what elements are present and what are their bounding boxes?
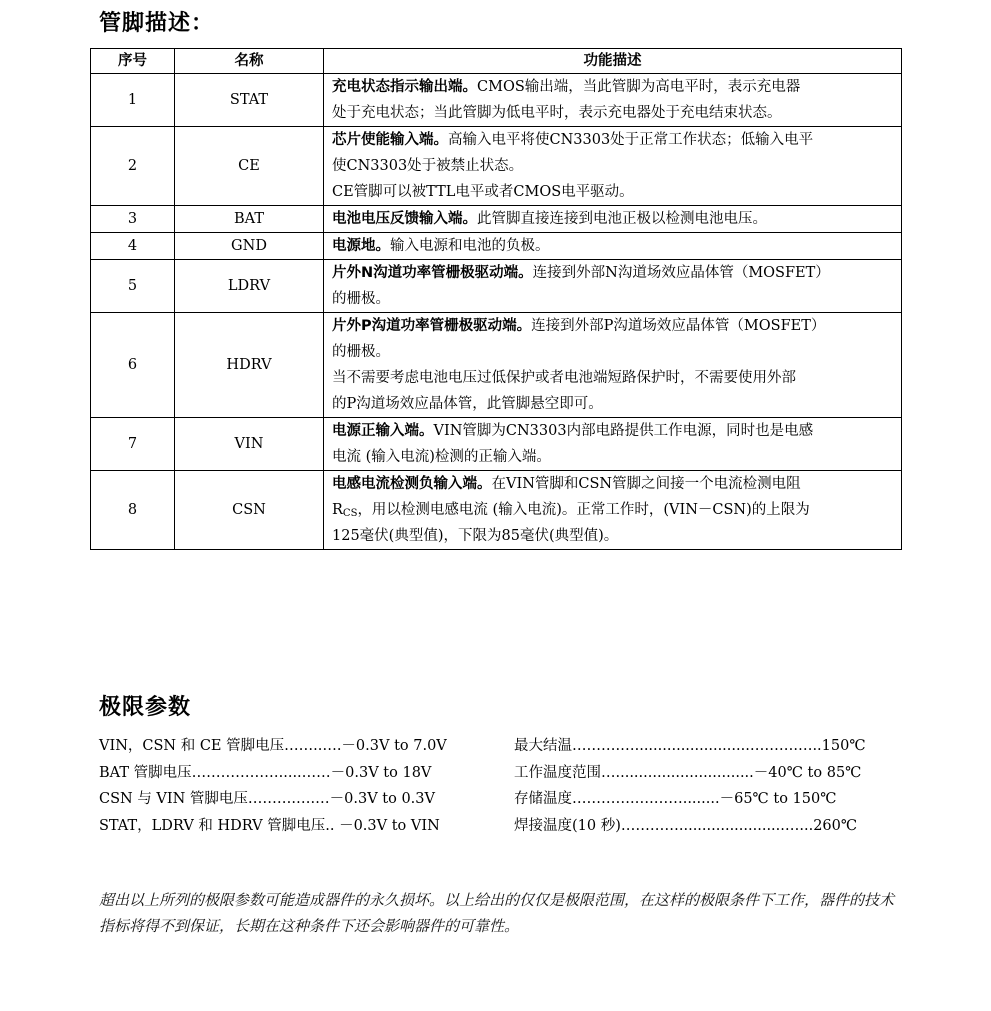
pin-name: LDRV [175,260,324,313]
pin-name: BAT [175,206,324,233]
table-row [91,74,902,127]
pin-function-text: 的P沟道场效应晶体管，此管脚悬空即可。 [332,396,603,412]
absolute-max-ratings-title: 极限参数 [99,695,192,720]
pin-function-text: 在VIN管脚和CSN管脚之间接一个电流检测电阻 [491,476,801,492]
pin-function-text: 电流 (输入电流)检测的正输入端。 [332,449,551,465]
pin-function [324,127,902,206]
rating-item: 工作温度范围…..............................－40℃ to 85℃ [514,764,862,781]
rating-item: 焊接温度(10 秒)………….......................…...260℃ [514,817,858,834]
pin-name: STAT [175,74,324,127]
pin-function [324,74,902,127]
pin-function-text: CMOS输出端，当此管脚为高电平时，表示充电器 [477,79,801,95]
rating-item: VIN，CSN 和 CE 管脚电压……..….－0.3V to 7.0V [99,738,447,754]
ratings-right-column [514,733,894,839]
pin-name: GND [175,233,324,260]
table-row [91,260,902,313]
rating-item: CSN 与 VIN 管脚电压……….….…－0.3V to 0.3V [99,791,435,807]
ratings-left-column [99,733,499,839]
pin-name: CE [175,127,324,206]
pin-function-text: 使CN3303处于被禁止状态。 [332,158,524,174]
rating-item: BAT 管脚电压……………….....……－0.3V to 18V [99,764,432,781]
pin-number: 7 [91,418,175,471]
table-row [91,471,902,550]
pin-function [324,418,902,471]
pin-function [324,206,902,233]
sense-resistor-symbol: R [332,502,343,518]
pin-function-title: 片外N沟道功率管栅极驱动端。 [332,265,533,281]
pin-function [324,233,902,260]
pin-function-title: 片外P沟道功率管栅极驱动端。 [332,318,532,334]
pin-name: HDRV [175,313,324,418]
sense-resistor-subscript: CS [342,508,358,519]
pin-description-table [90,48,902,550]
pin-number: 5 [91,260,175,313]
pin-function-text: 当不需要考虑电池电压过低保护或者电池端短路保护时，不需要使用外部 [332,370,796,386]
pin-function [324,260,902,313]
ratings-warning-note: 超出以上所列的极限参数可能造成器件的永久损坏。以上给出的仅仅是极限范围，在这样的极限条件下工作，器件的技术指标将得不到保证，长期在这种条件下还会影响器件的可靠性。 [99,891,895,935]
pin-function-text: CE管脚可以被TTL电平或者CMOS电平驱动。 [332,184,634,200]
pin-function-text: 输入电源和电池的负极。 [390,238,550,254]
pin-function-text: 连接到外部P沟道场效应晶体管（MOSFET） [531,318,826,334]
rating-item: 最大结温……….….........................……….…..150℃ [514,738,866,754]
pin-number: 3 [91,206,175,233]
table-row [91,313,902,418]
pin-function-title: 电感电流检测负输入端。 [332,476,492,492]
pin-function-text: 高输入电平将使CN3303处于正常工作状态；低输入电平 [448,132,814,148]
pin-function-title: 充电状态指示输出端。 [332,79,477,95]
pin-function [324,471,902,550]
pin-description-title: 管脚描述： [99,11,215,36]
pin-name: CSN [175,471,324,550]
table-row [91,418,902,471]
pin-number: 8 [91,471,175,550]
pin-function-text: 处于充电状态；当此管脚为低电平时，表示充电器处于充电结束状态。 [332,105,782,121]
pin-name: VIN [175,418,324,471]
pin-number: 6 [91,313,175,418]
pin-function-text: 连接到外部N沟道场效应晶体管（MOSFET） [532,265,830,281]
header-number: 序号 [91,49,175,74]
pin-function-text: 125毫伏(典型值)，下限为85毫伏(典型值)。 [332,528,619,544]
rating-item: STAT，LDRV 和 HDRV 管脚电压.. －0.3V to VIN [99,817,440,834]
pin-function-title: 电源地。 [332,238,390,254]
table-row [91,127,902,206]
table-row [91,233,902,260]
pin-function-text: ，用以检测电感电流 (输入电流)。正常工作时，(VIN－CSN)的上限为 [357,502,810,518]
pin-number: 4 [91,233,175,260]
header-function: 功能描述 [324,49,902,74]
pin-number: 1 [91,74,175,127]
rating-item: 存储温度………….….……........－65℃ to 150℃ [514,791,837,807]
pin-function-text: 此管脚直接连接到电池正极以检测电池电压。 [477,211,767,227]
header-name: 名称 [175,49,324,74]
pin-function-title: 电源正输入端。 [332,423,434,439]
pin-function-title: 电池电压反馈输入端。 [332,211,477,227]
pin-function-text: 的栅极。 [332,344,390,360]
pin-function [324,313,902,418]
pin-function-text: VIN管脚为CN3303内部电路提供工作电源，同时也是电感 [433,423,814,439]
table-header-row [91,49,902,74]
pin-number: 2 [91,127,175,206]
table-row [91,206,902,233]
pin-function-text: 的栅极。 [332,291,390,307]
pin-function-title: 芯片使能输入端。 [332,132,448,148]
